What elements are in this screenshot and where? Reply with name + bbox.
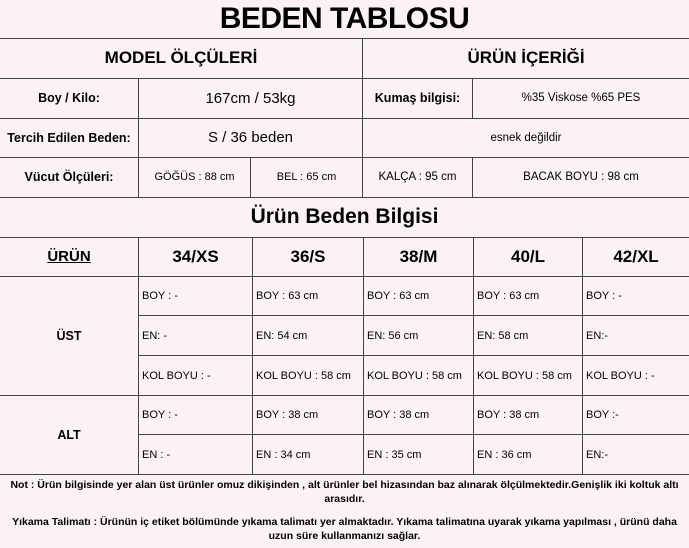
table-cell: BOY :- <box>586 408 619 421</box>
column-header-42-xl: 42/XL <box>613 246 659 266</box>
height-weight-label: Boy / Kilo: <box>38 91 100 105</box>
table-cell: EN: 58 cm <box>477 329 529 342</box>
stretch-note: esnek değildir <box>490 131 562 144</box>
table-cell: BOY : 38 cm <box>367 408 430 421</box>
washing-instructions-note: Yıkama Talimatı : Ürünün iç etiket bölümünde yıkama talimatı yer almaktadır. Yıkama talimatına uyarak yıkama yapılması , ürünü daha uzun süre kullanmanızı sağlar. <box>12 516 677 542</box>
table-cell: KOL BOYU : 58 cm <box>256 369 351 382</box>
fabric-value: %35 Viskose %65 PES <box>521 92 641 104</box>
page-title: BEDEN TABLOSU <box>219 2 470 35</box>
table-cell: EN:- <box>586 448 608 461</box>
preferred-size-label: Tercih Edilen Beden: <box>7 130 131 145</box>
table-cell: EN : 36 cm <box>477 448 532 461</box>
column-header-product: ÜRÜN <box>47 248 91 265</box>
column-header-34-xs: 34/XS <box>172 246 219 266</box>
chest-measurement: GÖĞÜS : 88 cm <box>154 171 235 183</box>
group-label-upper: ÜST <box>56 328 82 343</box>
fabric-label: Kumaş bilgisi: <box>374 91 461 105</box>
table-cell: EN:- <box>586 329 608 342</box>
table-cell: EN : 35 cm <box>367 448 422 461</box>
table-cell: BOY : 63 cm <box>477 289 540 302</box>
table-cell: BOY : 38 cm <box>477 408 540 421</box>
leg-length-measurement: BACAK BOYU : 98 cm <box>523 171 639 183</box>
table-cell: EN: - <box>142 329 168 342</box>
table-cell: EN : 34 cm <box>256 448 311 461</box>
table-cell: BOY : - <box>142 408 178 421</box>
table-cell: EN: 56 cm <box>367 329 419 342</box>
product-content-heading: ÜRÜN İÇERİĞİ <box>467 48 585 67</box>
table-cell: EN: 54 cm <box>256 329 308 342</box>
column-header-36-s: 36/S <box>290 246 326 266</box>
column-header-38-m: 38/M <box>399 246 438 266</box>
table-cell: BOY : - <box>142 289 178 302</box>
body-measurements-label: Vücut Ölçüleri: <box>24 170 114 184</box>
table-cell: BOY : 38 cm <box>256 408 319 421</box>
preferred-size-value: S / 36 beden <box>207 129 294 146</box>
waist-measurement: BEL : 65 cm <box>276 171 337 183</box>
table-cell: BOY : - <box>586 289 622 302</box>
height-weight-value: 167cm / 53kg <box>205 89 296 107</box>
hip-measurement: KALÇA : 95 cm <box>378 171 457 183</box>
size-info-heading: Ürün Beden Bilgisi <box>250 205 439 228</box>
table-cell: EN : - <box>142 448 171 461</box>
group-label-lower: ALT <box>57 427 81 442</box>
column-header-40-l: 40/L <box>510 246 546 266</box>
table-cell: KOL BOYU : - <box>586 369 655 382</box>
table-cell: KOL BOYU : 58 cm <box>367 369 462 382</box>
table-cell: BOY : 63 cm <box>256 289 319 302</box>
table-cell: KOL BOYU : - <box>142 369 211 382</box>
table-cell: KOL BOYU : 58 cm <box>477 369 572 382</box>
model-measurements-heading: MODEL ÖLÇÜLERİ <box>104 48 258 67</box>
table-cell: BOY : 63 cm <box>367 289 430 302</box>
measurement-note: Not : Ürün bilgisinde yer alan üst ürünler omuz dikişinden , alt ürünler bel hizasından baz alınarak ölçülmektedir.Genişlik iki koltuk altı arasıdır. <box>10 479 679 505</box>
